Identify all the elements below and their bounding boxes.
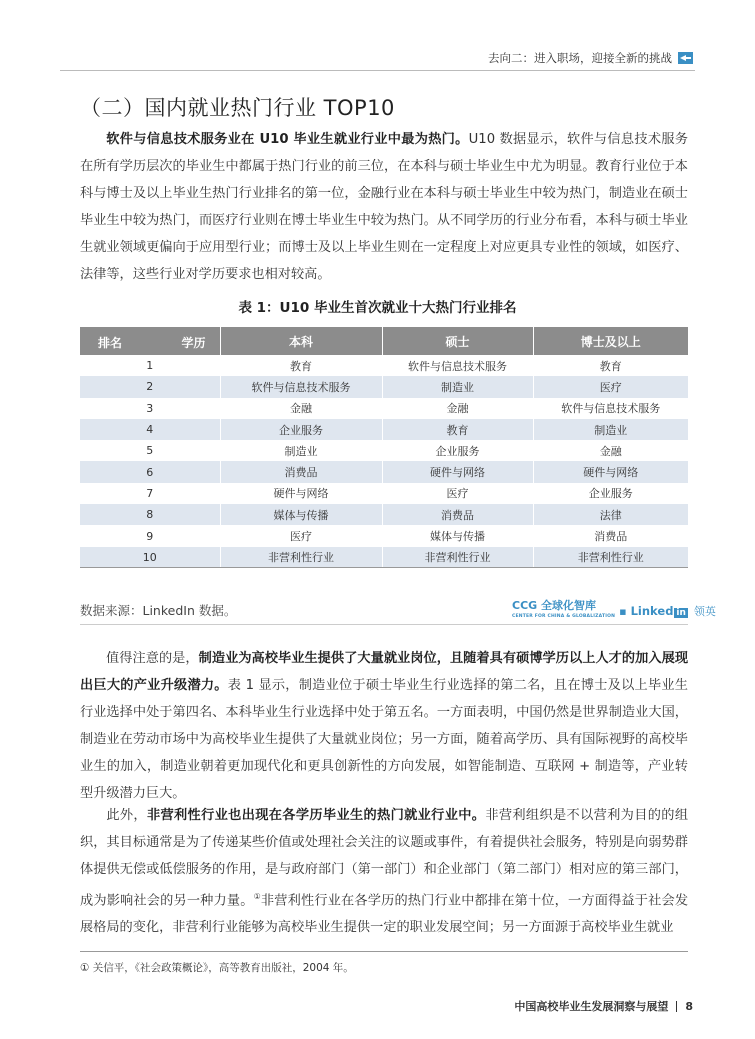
- corner-rank-label: 排名: [98, 336, 123, 350]
- table-cell: 企业服务: [533, 483, 688, 504]
- ccg-logo: [512, 600, 615, 622]
- table-row: [80, 461, 688, 482]
- linkedin-in-icon: in: [676, 608, 686, 618]
- rank-cell: 5: [80, 440, 220, 461]
- column-header-bachelor: 本科: [220, 327, 382, 355]
- linkedin-logo-text: Linked: [630, 604, 674, 618]
- paragraph-body-continued: 非营利性行业在各学历的热门行业中都排在第十位，一方面得益于社会发展格局的变化，非营利行业能够为高校毕业生提供一定的职业发展空间；另一方面源于高校毕业生就业: [80, 893, 689, 936]
- source-divider: [80, 624, 688, 625]
- table-row: [80, 504, 688, 525]
- table-cell: 企业服务: [220, 419, 382, 440]
- rank-cell: 9: [80, 525, 220, 546]
- table-cell: 教育: [220, 355, 382, 376]
- rank-cell: 1: [80, 355, 220, 376]
- data-source: 数据来源：LinkedIn 数据。: [80, 603, 237, 618]
- rank-cell: 8: [80, 504, 220, 525]
- table-title: 表 1：U10 毕业生首次就业十大热门行业排名: [238, 300, 517, 316]
- back-arrow-icon: [678, 52, 693, 64]
- table-cell: 制造业: [382, 376, 533, 397]
- table-cell: 非营利性行业: [382, 547, 533, 568]
- table-row: [80, 398, 688, 419]
- table-row: [80, 547, 688, 568]
- table-row: [80, 419, 688, 440]
- linkedin-cn-logo: 领英: [693, 605, 716, 618]
- table-cell: 硬件与网络: [220, 483, 382, 504]
- rank-cell: 6: [80, 461, 220, 482]
- paragraph-body: 表 1 显示，制造业位于硕士毕业生行业选择的第二名，且在博士及以上毕业生行业选择中处于第四名、本科毕业生行业选择中处于第五名。一方面表明，中国仍然是世界制造业大国，制造业在劳动市场中为高校毕业生提供了大量就业岗位；另一方面，随着高学历、具有国际视野的高校毕业生的加入，制造业朝着更加现代化和更具创新性的方向发展，如智能制造、互联网 + 制造等，产业转型升级潜力巨大。: [80, 678, 688, 801]
- page-number: 8: [685, 999, 693, 1013]
- table-cell: 消费品: [533, 525, 688, 546]
- column-header-master: 硕士: [382, 327, 533, 355]
- table-row: [80, 525, 688, 546]
- column-header-doctor: 博士及以上: [533, 327, 688, 355]
- table-cell: 软件与信息技术服务: [382, 355, 533, 376]
- table-cell: 媒体与传播: [382, 525, 533, 546]
- paragraph-software-industry: [80, 126, 688, 288]
- footnote: ① 关信平，《社会政策概论》，高等教育出版社，2004 年。: [80, 962, 354, 974]
- table-cell: 医疗: [382, 483, 533, 504]
- footnote-marker[interactable]: ①: [253, 892, 261, 901]
- rank-cell: 7: [80, 483, 220, 504]
- corner-degree-label: 学历: [181, 336, 206, 350]
- corner-header: [80, 327, 220, 355]
- table-cell: 软件与信息技术服务: [533, 398, 688, 419]
- table-cell: 消费品: [382, 504, 533, 525]
- paragraph-nonprofit: [80, 802, 688, 941]
- running-header-text: 去向二：进入职场，迎接全新的挑战: [488, 51, 672, 65]
- table-cell: 消费品: [220, 461, 382, 482]
- table-header-row: [80, 327, 688, 355]
- table-row: [80, 440, 688, 461]
- paragraph-body: U10 数据显示，软件与信息技术服务在所有学历层次的毕业生中都属于热门行业的前三位，在本科与硕士毕业生中尤为明显。教育行业位于本科与博士及以上毕业生热门行业排名的第一位，金融行业在本科与硕士毕业生中较为热门，制造业在硕士毕业生中较为热门，而医疗行业则在博士毕业生中较为热门。从不同学历的行业分布看，本科与硕士毕业生就业领域更偏向于应用型行业；而博士及以上毕业生则在一定程度上对应更具专业性的领域，如医疗、法律等，这些行业对学历要求也相对较高。: [80, 132, 689, 282]
- paragraph-lead-bold: 软件与信息技术服务业在 U10 毕业生就业行业中最为热门。: [106, 132, 469, 147]
- running-header: [488, 50, 693, 66]
- paragraph-lead: 此外，: [106, 808, 147, 823]
- table-cell: 医疗: [220, 525, 382, 546]
- section-title: （二）国内就业热门行业 TOP10: [80, 96, 395, 120]
- table-cell: 非营利性行业: [220, 547, 382, 568]
- partner-logos: [512, 600, 716, 622]
- paragraph-lead-bold: 非营利性行业也出现在各学历毕业生的热门就业行业中。: [146, 808, 486, 823]
- logo-separator: ▪: [619, 604, 627, 618]
- ccg-logo-text: CCG 全球化智库: [512, 599, 597, 612]
- rank-cell: 4: [80, 419, 220, 440]
- table-cell: 金融: [382, 398, 533, 419]
- rank-cell: 3: [80, 398, 220, 419]
- header-divider: [60, 70, 695, 71]
- footer-separator: [676, 1001, 677, 1012]
- table-cell: 教育: [382, 419, 533, 440]
- paragraph-manufacturing: [80, 645, 688, 807]
- table-row: [80, 355, 688, 376]
- ranking-table: [80, 327, 688, 568]
- table-cell: 制造业: [220, 440, 382, 461]
- table-cell: 硬件与网络: [382, 461, 533, 482]
- table-cell: 软件与信息技术服务: [220, 376, 382, 397]
- paragraph-body: 非营利组织是不以营利为目的的组织，其目标通常是为了传递某些价值或处理社会关注的议题或事件，有着提供社会服务，特别是向弱势群体提供无偿或低偿服务的作用，是与政府部门（第一部门）和企业部门（第二部门）相对应的第三部门，成为影响社会的另一种力量。: [80, 808, 689, 909]
- page-footer: [514, 998, 693, 1014]
- table-row: [80, 483, 688, 504]
- table-cell: 媒体与传播: [220, 504, 382, 525]
- table-row: [80, 376, 688, 397]
- table-cell: 金融: [220, 398, 382, 419]
- paragraph-lead: 值得注意的是，: [106, 651, 199, 666]
- table-cell: 医疗: [533, 376, 688, 397]
- table-cell: 硬件与网络: [533, 461, 688, 482]
- linkedin-logo: [631, 604, 688, 618]
- footnote-divider: [80, 951, 688, 952]
- table-cell: 金融: [533, 440, 688, 461]
- table-cell: 教育: [533, 355, 688, 376]
- table-cell: 制造业: [533, 419, 688, 440]
- footer-title: 中国高校毕业生发展洞察与展望: [514, 1000, 669, 1013]
- table-cell: 非营利性行业: [533, 547, 688, 568]
- ccg-logo-subtitle: CENTER FOR CHINA & GLOBALIZATION: [512, 614, 616, 619]
- table-cell: 法律: [533, 504, 688, 525]
- table-cell: 企业服务: [382, 440, 533, 461]
- rank-cell: 2: [80, 376, 220, 397]
- rank-cell: 10: [80, 547, 220, 568]
- paragraph-lead-bold: 制造业为高校毕业生提供了大量就业岗位，且随着具有硕博学历以上人才的加入展现出巨大的产业升级潜力。: [80, 651, 689, 693]
